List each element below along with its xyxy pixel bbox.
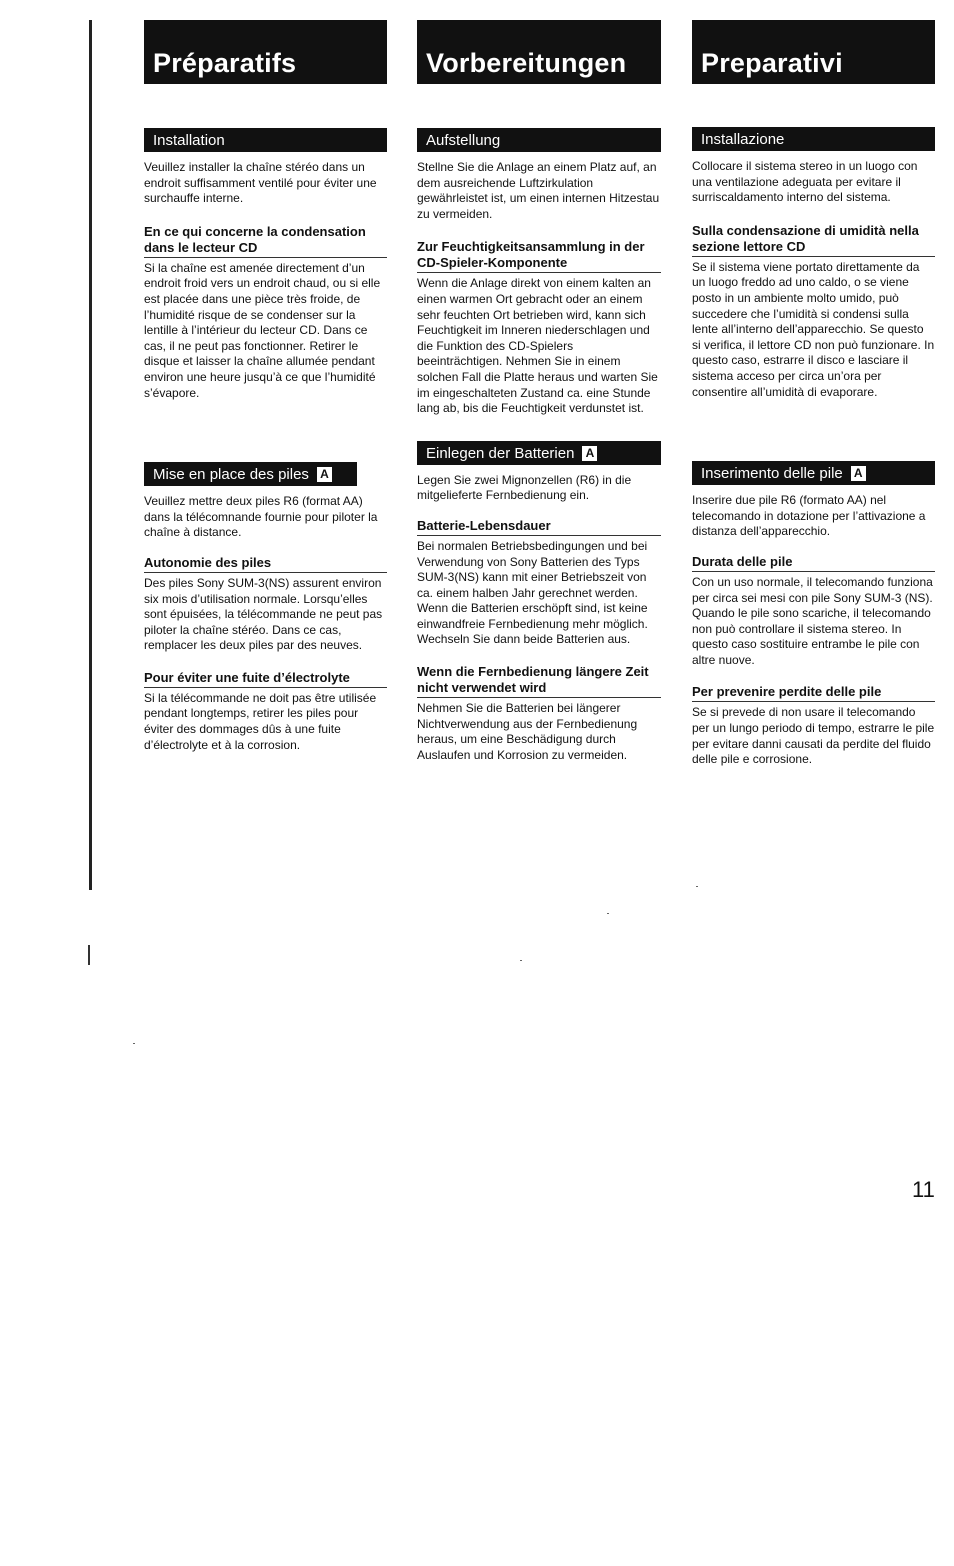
battery-leak-text: Nehmen Sie die Batterien bei längerer Nichtverwendung aus der Fernbedienung heraus, um eine Beschädigung durch Auslaufen und Korrosion zu vermeiden.	[417, 701, 638, 762]
battery-leak-heading: Per prevenire perdite delle pile	[692, 684, 935, 702]
battery-life-heading: Durata delle pile	[692, 554, 935, 572]
condensation-text: Si la chaîne est amenée directement d’un endroit froid vers un endroit chaud, ou si elle est placée dans une pièce très froide, de l’humidité risque de se condenser sur la lentille à l’intérieur du lecteur CD. Dans ce cas, il ne peut pas fonctionner. Retirer le disque et laisser la chaîne allumée pendant environ une heure jusqu’à ce que l’humidité s’évapore.	[144, 260, 381, 400]
section-header-batteries	[692, 461, 935, 485]
batteries-text: Inserire due pile R6 (formato AA) nel telecomando in dotazione per l’attivazione a distanza dell’apparecchio.	[692, 493, 926, 539]
figure-reference-badge: A	[851, 466, 866, 481]
column-french	[144, 20, 387, 753]
column-german	[417, 20, 661, 763]
section-header-label: Inserimento delle pile	[701, 465, 843, 483]
column-italian	[692, 20, 935, 768]
page-title-french: Préparatifs	[144, 20, 387, 84]
installation-text: Stellne Sie die Anlage an einem Platz auf, an dem ausreichende Luftzirkulation gewährleistet ist, um einen internen Hitzestau zu vermeiden.	[417, 160, 660, 221]
section-header-label: Einlegen der Batterien	[426, 444, 575, 462]
battery-leak-heading: Pour éviter une fuite d’électrolyte	[144, 670, 387, 688]
battery-life-text: Con un uso normale, il telecomando funziona per circa sei mesi con pile Sony SUM-3 (NS). Quando le pile sono scariche, il telecomando non può controllare il sistema stereo. In questo caso sostituire entrambe le pile con altre nuove.	[692, 574, 933, 667]
section-header-installation	[692, 127, 935, 151]
page-number: 11	[912, 1177, 935, 1202]
section-header-installation	[417, 128, 661, 152]
section-header-batteries	[417, 441, 661, 465]
section-header-installation	[144, 128, 387, 152]
margin-mark	[88, 945, 90, 965]
battery-leak-text: Si la télécommande ne doit pas être utilisée pendant longtemps, retirer les piles pour éviter des dommages dûs à une fuite d’électrolyte et à la corrosion.	[144, 690, 377, 752]
section-header-label: Mise en place des piles	[153, 466, 309, 484]
scan-speck	[133, 1043, 135, 1044]
condensation-heading: Sulla condensazione di umidità nella sezione lettore CD	[692, 223, 935, 257]
installation-text: Collocare il sistema stereo in un luogo con una ventilazione adeguata per evitare il surriscaldamento interno del sistema.	[692, 159, 918, 205]
section-header-label: Aufstellung	[426, 132, 501, 149]
installation-text: Veuillez installer la chaîne stéréo dans un endroit suffisamment ventilé pour éviter une surchauffe interne.	[144, 160, 377, 206]
scan-speck	[696, 886, 698, 887]
condensation-text: Se il sistema viene portato direttamente da un luogo freddo ad uno caldo, o se viene posto in un ambiente molto umido, può succedere che l’umidità si condensi sulla lente all’interno dell’apparecchio. Se questo si verifica, il lettore CD non può funzionare. In questo caso, estrarre il disco e lasciare il sistema acceso per circa un’ora per consentire all’umidità di evaporare.	[692, 259, 935, 399]
scan-speck	[520, 960, 522, 961]
page-title-german: Vorbereitungen	[417, 20, 661, 84]
section-header-label: Installation	[153, 132, 225, 149]
battery-leak-text: Se si prevede di non usare il telecomando per un lungo periodo di tempo, estrarre le pile per evitare danni causati da perdite del fluido delle pile e corrosione.	[692, 705, 935, 767]
batteries-text: Veuillez mettre deux piles R6 (format AA) dans la télécomnande fournie pour piloter la chaîne à distance.	[144, 494, 378, 540]
margin-line	[89, 20, 92, 890]
battery-life-text: Bei normalen Betriebsbedingungen und bei Verwendung von Sony Batterien des Typs SUM-3(NS) kann mit einer Betriebszeit von ca. einem halben Jahr gerechnet werden. Wenn die Batterien erschöpft sind, ist keine einwandfreie Fernbedienung mehr möglich. Wechseln Sie dann beide Batterien aus.	[417, 538, 648, 647]
battery-leak-heading: Wenn die Fernbedienung längere Zeit nicht verwendet wird	[417, 664, 661, 698]
battery-life-heading: Batterie-Lebensdauer	[417, 518, 661, 536]
battery-life-heading: Autonomie des piles	[144, 555, 387, 573]
battery-life-text: Des piles Sony SUM-3(NS) assurent environ six mois d’utilisation normale. Lorsqu’elles sont épuisées, la télécommande ne peut pas piloter la chaîne stéréo. Dans ce cas, remplacer les deux piles par des neuves.	[144, 575, 383, 653]
page-title-italian: Preparativi	[692, 20, 935, 84]
section-header-label: Installazione	[701, 131, 785, 148]
condensation-heading: En ce qui concerne la condensation dans le lecteur CD	[144, 224, 387, 258]
figure-reference-badge: A	[317, 467, 332, 482]
scan-speck	[607, 913, 609, 914]
section-header-batteries	[144, 462, 357, 486]
condensation-heading: Zur Feuchtigkeitsansammlung in der CD-Spieler-Komponente	[417, 239, 661, 273]
batteries-text: Legen Sie zwei Mignonzellen (R6) in die mitgelieferte Fernbedienung ein.	[417, 472, 632, 503]
figure-reference-badge: A	[582, 446, 597, 461]
condensation-text: Wenn die Anlage direkt von einem kalten an einen warmen Ort gebracht oder an einem sehr feuchten Ort betrieben wird, kann sich Feuchtigkeit im Inneren niederschlagen und die Funktion des CD-Spielers beeinträchtigen. Nehmen Sie in einem solchen Fall die Platte heraus und warten Sie im eingeschalteten Zustand ca. eine Stunde lang ab, bis die Feuchtigkeit verdunstet ist.	[417, 276, 658, 416]
